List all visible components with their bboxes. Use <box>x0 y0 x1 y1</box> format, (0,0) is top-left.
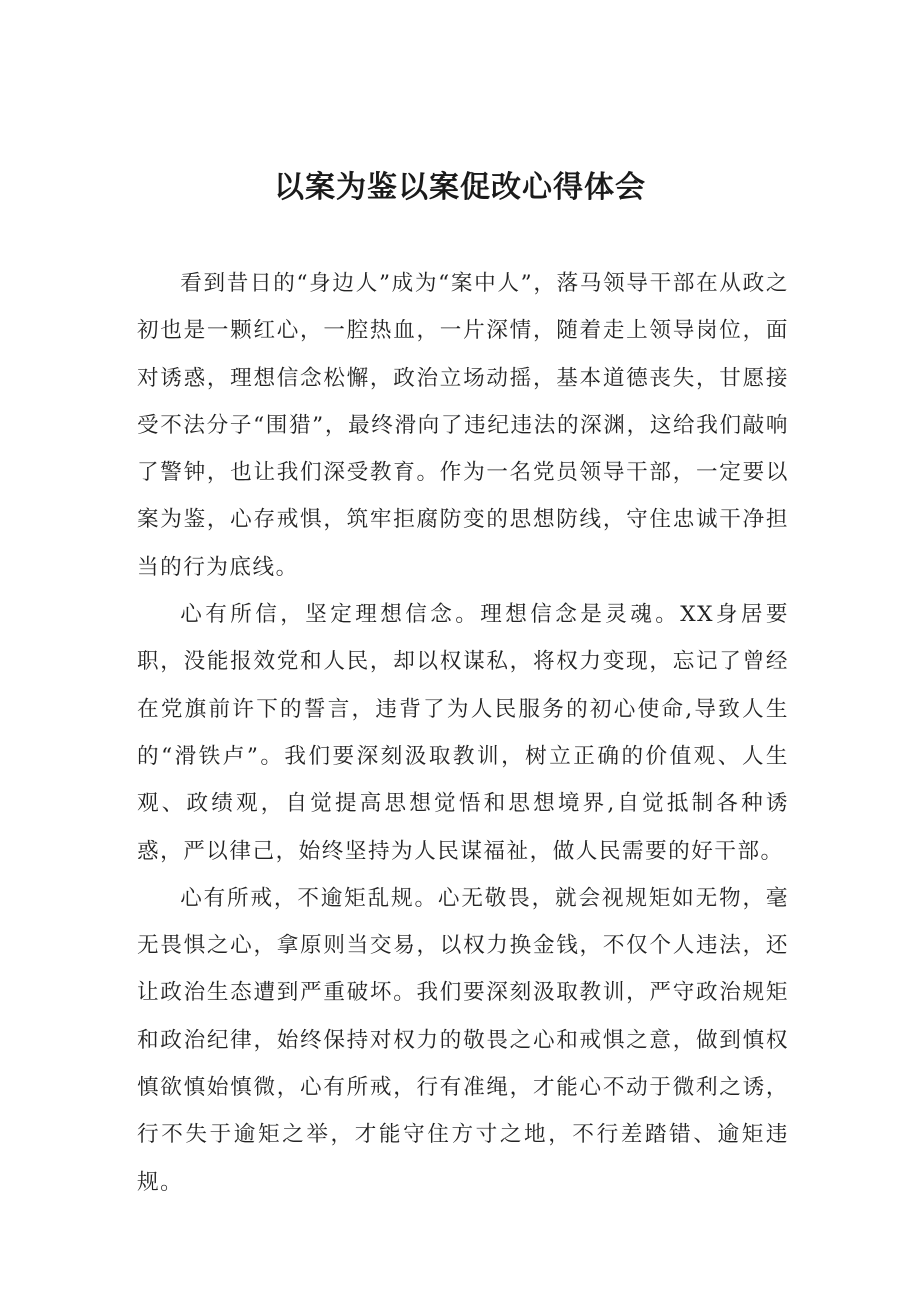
document-title: 以案为鉴以案促改心得体会 <box>274 170 646 205</box>
paragraph-1: 看到昔日的“身边人”成为“案中人”，落马领导干部在从政之初也是一颗红心，一腔热血，一片深情，随着走上领导岗位，面对诱惑，理想信念松懈，政治立场动摇，基本道德丧失，甘愿接受不法分子“围猎”，最终滑向了违纪违法的深渊，这给我们敲响了警钟，也让我们深受教育。作为一名党员领导干部，一定要以案为鉴，心存戒惧，筑牢拒腐防变的思想防线，守住忠诚干净担当的行为底线。 <box>137 271 789 580</box>
paragraph-3: 心有所戒，不逾矩乱规。心无敬畏，就会视规矩如无物，毫无畏惧之心，拿原则当交易，以权力换金钱，不仅个人违法，还让政治生态遭到严重破坏。我们要深刻汲取教训，严守政治规矩和政治纪律，始终保持对权力的敬畏之心和戒惧之意，做到慎权慎欲慎始慎微，心有所戒，行有准绳，才能心不动于微利之诱，行不失于逾矩之举，才能守住方寸之地，不行差踏错、逾矩违规。 <box>137 885 789 1195</box>
paragraph-2: 心有所信，坚定理想信念。理想信念是灵魂。XX身居要职，没能报效党和人民，却以权谋私，将权力变现，忘记了曾经在党旗前许下的誓言，违背了为人民服务的初心使命,导致人生的“滑铁卢”。我们要深刻汲取教训，树立正确的价值观、人生观、政绩观，自觉提高思想觉悟和思想境界,自觉抵制各种诱惑，严以律己，始终坚持为人民谋福祉，做人民需要的好干部。 <box>137 602 789 864</box>
document-body <box>137 260 789 1206</box>
